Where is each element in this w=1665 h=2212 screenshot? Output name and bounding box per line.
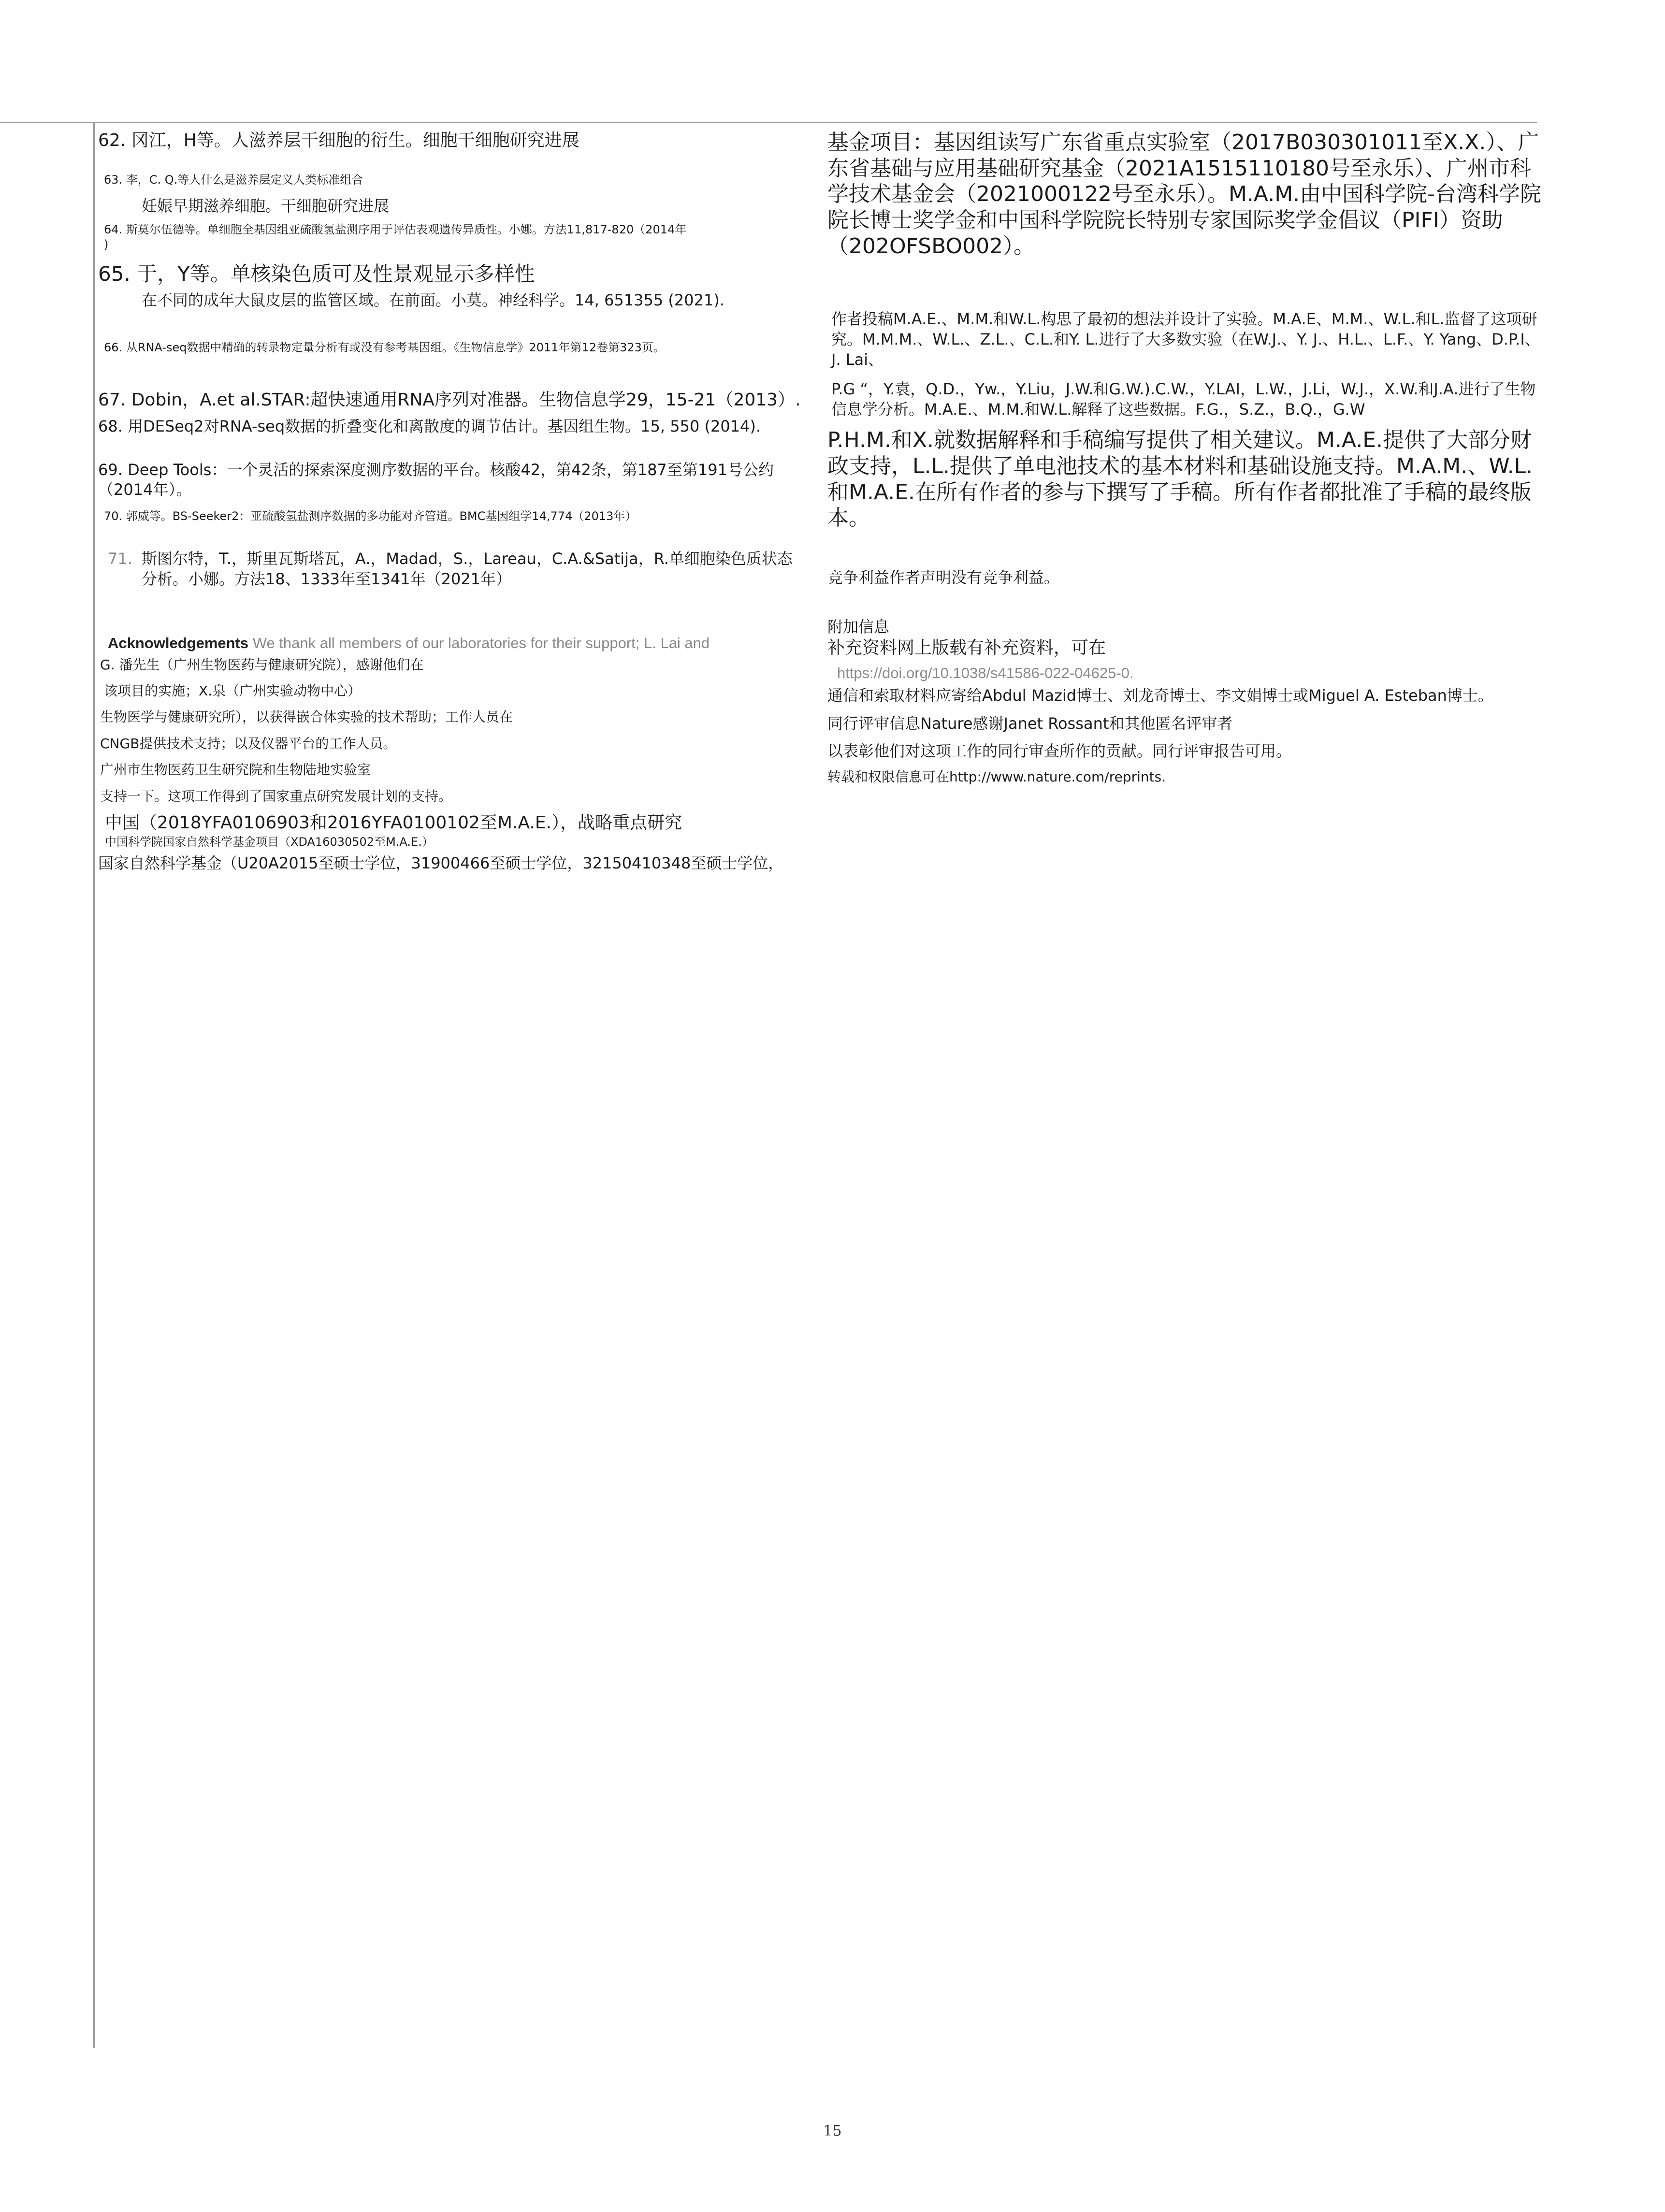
ack-line-6: 支持一下。这项工作得到了国家重点研究发展计划的支持。: [100, 788, 452, 804]
author-contributions-part2: P.G “，Y.袁，Q.D.，Yw.，Y.Liu，J.W.和G.W.).C.W.，Y.LAI，L.W.，J.Li，W.J.，X.W.和J.A.进行了生物信息学分析。M.A.E.、M.M.和W.L.解释了这些数据。F.G.，S.Z.，B.Q.，G.W: [831, 380, 1536, 419]
right-column: [827, 127, 1542, 786]
ack-line-4: CNGB提供技术支持；以及仪器平台的工作人员。: [100, 735, 397, 752]
author-contributions-part3: P.H.M.和X.就数据解释和手稿编写提供了相关建议。M.A.E.提供了大部分财政支持，L.L.提供了单电池技术的基本材料和基础设施支持。M.A.M.、W.L.和M.A.E.在所有作者的参与下撰写了手稿。所有作者都批准了手稿的最终版本。: [827, 428, 1533, 531]
reprints-permissions[interactable]: 转载和权限信息可在http://www.nature.com/reprints.: [827, 769, 1166, 785]
reference-70: 70. 郭威等。BS-Seeker2：亚硫酸氢盐测序数据的多功能对齐管道。BMC基因组学14,774（2013年）: [104, 509, 637, 523]
reference-71: [98, 549, 801, 589]
author-contributions-part1: 作者投稿M.A.E.、M.M.和W.L.构思了最初的想法并设计了实验。M.A.E、M.M.、W.L.和L.监督了这项研究。M.M.M.、W.L.、Z.L.、C.L.和Y. L.进行了大多数实验（在W.J.、Y. J.、H.L.、L.F.、Y. Yang、D.P.I、J. Lai、: [831, 310, 1540, 369]
reference-65-line1: 65. 于，Y等。单核染色质可及性景观显示多样性: [98, 261, 535, 286]
reference-63-line1: 63. 李，C. Q.等人什么是滋养层定义人类标准组合: [104, 173, 363, 187]
reference-65-line2: 在不同的成年大鼠皮层的监管区域。在前面。小莫。神经科学。14, 651355 (2021).: [142, 290, 724, 309]
ack-line-3: 生物医学与健康研究所），以获得嵌合体实验的技术帮助；工作人员在: [100, 709, 513, 725]
reference-63-line2: 妊娠早期滋养细胞。干细胞研究进展: [142, 196, 390, 215]
left-margin-rule: [93, 122, 95, 2048]
ack-line-2: 该项目的实施；X.泉（广州实验动物中心）: [104, 682, 362, 699]
reference-71-text: 斯图尔特，T.，斯里瓦斯塔瓦，A.，Madad，S.，Lareau，C.A.&Satija，R.单细胞染色质状态分析。小娜。方法18、1333年至1341年（2021年）: [142, 549, 793, 588]
ack-line-8: 中国科学院国家自然科学基金项目（XDA16030502至M.A.E.）: [105, 835, 434, 849]
reference-68: 68. 用DESeq2对RNA-seq数据的折叠变化和离散度的调节估计。基因组生物。15, 550 (2014).: [98, 417, 761, 436]
ack-line-7: 中国（2018YFA0106903和2016YFA0100102至M.A.E.），战略重点研究: [105, 812, 682, 833]
acknowledgements-heading-line: [98, 634, 801, 653]
correspondence: 通信和索取材料应寄给Abdul Mazid博士、刘龙奇博士、李文娟博士或Miguel A. Esteban博士。: [827, 686, 1493, 705]
acknowledgements-heading-rest: We thank all members of our laboratories for their support; L. Lai and: [252, 635, 710, 652]
reference-69: 69. Deep Tools：一个灵活的探索深度测序数据的平台。核酸42，第42条，第187至第191号公约（2014年）。: [98, 460, 774, 499]
supplementary-info: 补充资料网上版载有补充资料，可在: [827, 638, 1106, 658]
reference-71-number: 71.: [108, 549, 132, 568]
page-number: 15: [823, 2123, 842, 2140]
ack-line-9: 国家自然科学基金（U20A2015至硕士学位，31900466至硕士学位，32150410348至硕士学位，: [98, 853, 784, 872]
funding-paragraph: 基金项目：基因组读写广东省重点实验室（2017B030301011至X.X.）、广东省基础与应用基础研究基金（2021A1515110180号至永乐）、广州市科学技术基金会（2021000122号至永乐）。M.A.M.由中国科学院-台湾科学院院长博士奖学金和中国科学院院长特别专家国际奖学金倡议（PIFI）资助（202OFSBO002）。: [827, 130, 1542, 259]
competing-interests: 竞争利益作者声明没有竞争利益。: [827, 568, 1060, 587]
peer-review-line1: 同行评审信息Nature感谢Janet Rossant和其他匿名评审者: [827, 714, 1233, 733]
reference-66: 66. 从RNA-seq数据中精确的转录物定量分析有或没有参考基因组。《生物信息学》2011年第12卷第323页。: [104, 341, 665, 355]
ack-line-5: 广州市生物医药卫生研究院和生物陆地实验室: [100, 762, 371, 778]
additional-info-heading: 附加信息: [827, 617, 890, 636]
reference-62: 62. 冈江，H等。人滋养层干细胞的衍生。细胞干细胞研究进展: [98, 130, 579, 150]
left-column: [98, 127, 801, 874]
reference-67: 67. Dobin，A.et al.STAR:超快速通用RNA序列对准器。生物信息学29，15-21（2013）.: [98, 390, 801, 410]
ack-line-1: G. 潘先生（广州生物医药与健康研究院），感谢他们在: [100, 656, 424, 673]
reference-64: 64. 斯莫尔伍德等。单细胞全基因组亚硫酸氢盐测序用于评估表观遗传异质性。小娜。方法11,817-820（2014年: [104, 222, 687, 236]
top-rule: [0, 122, 1537, 123]
doi-link[interactable]: https://doi.org/10.1038/s41586-022-04625-0.: [837, 665, 1134, 681]
reference-64-end: ): [104, 237, 109, 251]
acknowledgements-heading: Acknowledgements: [108, 635, 249, 652]
peer-review-line2: 以表彰他们对这项工作的同行审查所作的贡献。同行评审报告可用。: [827, 742, 1292, 761]
